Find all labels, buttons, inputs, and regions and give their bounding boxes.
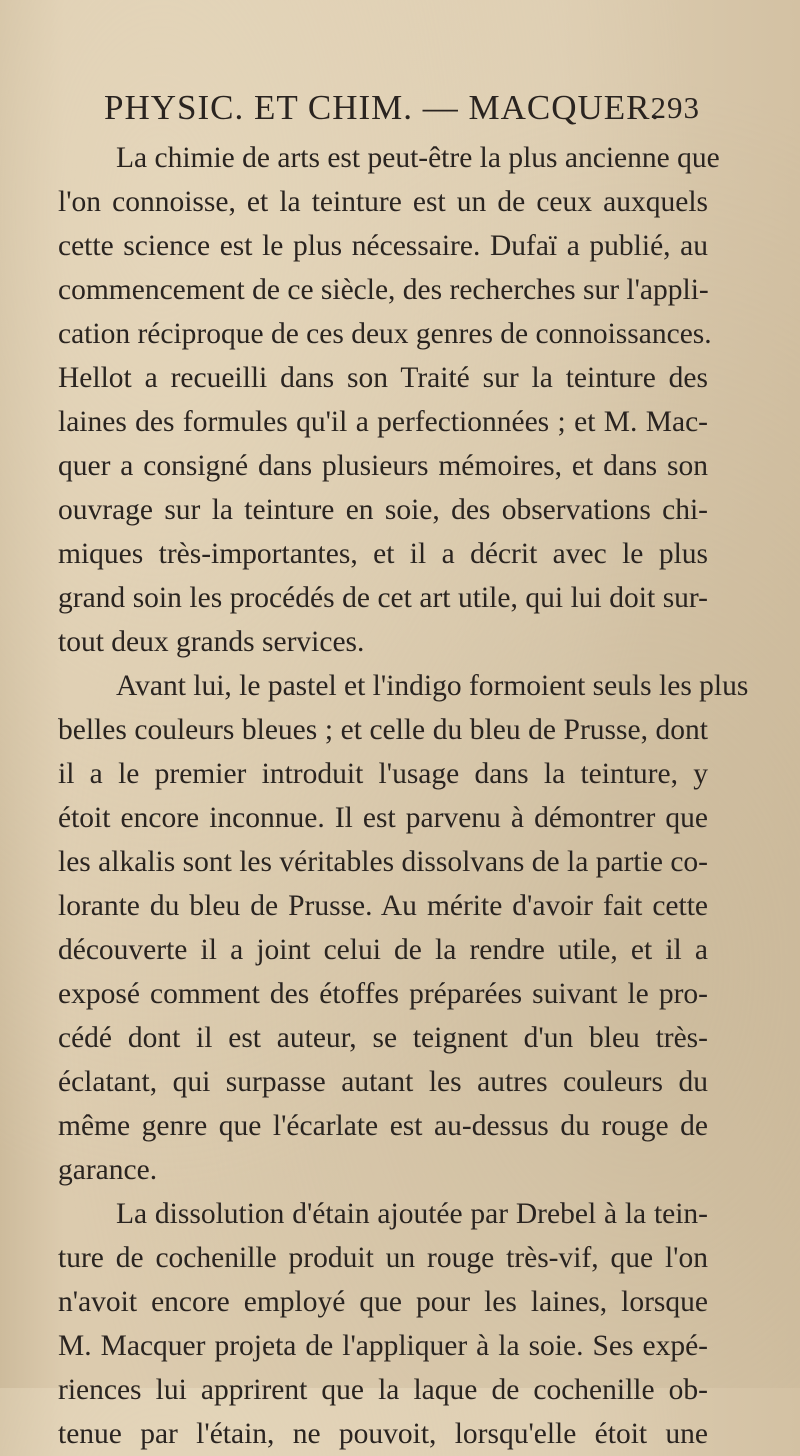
text-line: quer a consigné dans plusieurs mémoires, et dans son — [58, 450, 708, 482]
text-line: tenue par l'étain, ne pouvoit, lorsqu'elle étoit une — [58, 1418, 708, 1450]
text-line: Hellot a recueilli dans son Traité sur la teinture des — [58, 362, 708, 394]
text-line: cation réciproque de ces deux genres de connoissances. — [58, 318, 712, 350]
text-line: cette science est le plus nécessaire. Dufaï a publié, au — [58, 230, 708, 262]
text-line: La chimie de arts est peut-être la plus ancienne que — [116, 142, 720, 174]
text-line: grand soin les procédés de cet art utile, qui lui doit sur- — [58, 582, 708, 614]
text-line: même genre que l'écarlate est au-dessus du rouge de — [58, 1110, 708, 1142]
text-line: belles couleurs bleues ; et celle du bleu de Prusse, dont — [58, 714, 708, 746]
text-line: éclatant, qui surpasse autant les autres couleurs du — [58, 1066, 708, 1098]
text-line: riences lui apprirent que la laque de cochenille ob- — [58, 1374, 708, 1406]
text-line: il a le premier introduit l'usage dans la teinture, y — [58, 758, 708, 790]
text-line: découverte il a joint celui de la rendre utile, et il a — [58, 934, 708, 966]
text-line: Avant lui, le pastel et l'indigo formoient seuls les plus — [116, 670, 749, 702]
running-head-title: PHYSIC. ET CHIM. — MACQUER. — [104, 88, 661, 127]
text-line: lorante du bleu de Prusse. Au mérite d'avoir fait cette — [58, 890, 708, 922]
page-number: 293 — [650, 90, 700, 125]
text-line: exposé comment des étoffes préparées suivant le pro- — [58, 978, 708, 1010]
text-line: M. Macquer projeta de l'appliquer à la soie. Ses expé- — [58, 1330, 708, 1362]
text-line: garance. — [58, 1154, 158, 1186]
text-line: étoit encore inconnue. Il est parvenu à démontrer que — [58, 802, 708, 834]
text-line: La dissolution d'étain ajoutée par Drebel à la tein- — [116, 1198, 708, 1230]
text-line: n'avoit encore employé que pour les laines, lorsque — [58, 1286, 708, 1318]
text-line: ture de cochenille produit un rouge très-vif, que l'on — [58, 1242, 708, 1274]
text-line: miques très-importantes, et il a décrit avec le plus — [58, 538, 708, 570]
text-line: cédé dont il est auteur, se teignent d'un bleu très- — [58, 1022, 708, 1054]
text-line: commencement de ce siècle, des recherches sur l'appli- — [58, 274, 709, 306]
text-line: ouvrage sur la teinture en soie, des observations chi- — [58, 494, 708, 526]
text-line: tout deux grands services. — [58, 626, 365, 658]
text-line: les alkalis sont les véritables dissolvans de la partie co- — [58, 846, 708, 878]
text-line: laines des formules qu'il a perfectionnées ; et M. Mac- — [58, 406, 708, 438]
text-line: l'on connoisse, et la teinture est un de ceux auxquels — [58, 186, 708, 218]
running-head — [104, 88, 700, 138]
